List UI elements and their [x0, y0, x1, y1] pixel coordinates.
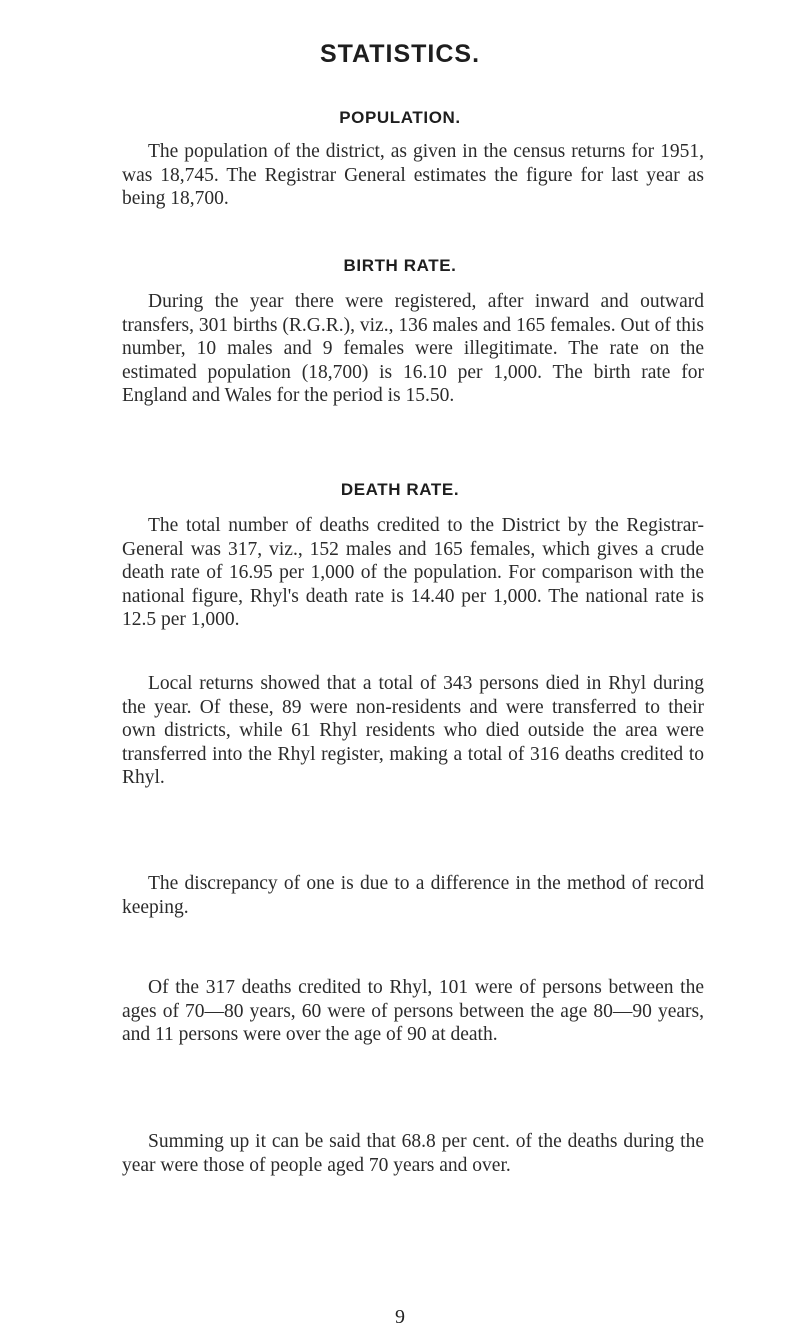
population-heading: POPULATION.	[339, 108, 461, 127]
page-title: STATISTICS.	[319, 40, 481, 68]
death-rate-paragraph-2: Local returns showed that a total of 343 persons died in Rhyl during the year. Of these, 89 were non-residents and were transferred to their own districts, while 61 Rhyl residents who died outside the area were transferred into the Rhyl register, making a total of 316 deaths credited to Rhyl.	[122, 673, 704, 789]
death-rate-paragraph-1: The total number of deaths credited to the District by the Registrar-General was 317, viz., 152 males and 165 females, which gives a crude death rate of 16.95 per 1,000 of the population. For comparison with the national figure, Rhyl's death rate is 14.40 per 1,000. The national rate is 12.5 per 1,000.	[122, 515, 704, 631]
birth-rate-heading: BIRTH RATE.	[343, 256, 457, 275]
death-rate-paragraph-4: Of the 317 deaths credited to Rhyl, 101 were of persons between the ages of 70—80 years, 60 were of persons between the age 80—90 years, and 11 persons were over the age of 90 at death.	[122, 977, 704, 1046]
population-paragraph: The population of the district, as given in the census returns for 1951, was 18,745. The Registrar General estimates the figure for last year as being 18,700.	[122, 141, 704, 210]
death-rate-paragraph-5: Summing up it can be said that 68.8 per cent. of the deaths during the year were those of people aged 70 years and over.	[122, 1131, 704, 1176]
birth-rate-paragraph: During the year there were registered, after inward and outward transfers, 301 births (R.G.R.), viz., 136 males and 165 females. Out of this number, 10 males and 9 females were illegitimate. The rate on the estimated population (18,700) is 16.10 per 1,000. The birth rate for England and Wales for the period is 15.50.	[122, 291, 704, 407]
page-number: 9	[395, 1306, 405, 1328]
death-rate-paragraph-3: The discrepancy of one is due to a difference in the method of record keeping.	[122, 873, 704, 918]
death-rate-heading: DEATH RATE.	[340, 480, 460, 499]
